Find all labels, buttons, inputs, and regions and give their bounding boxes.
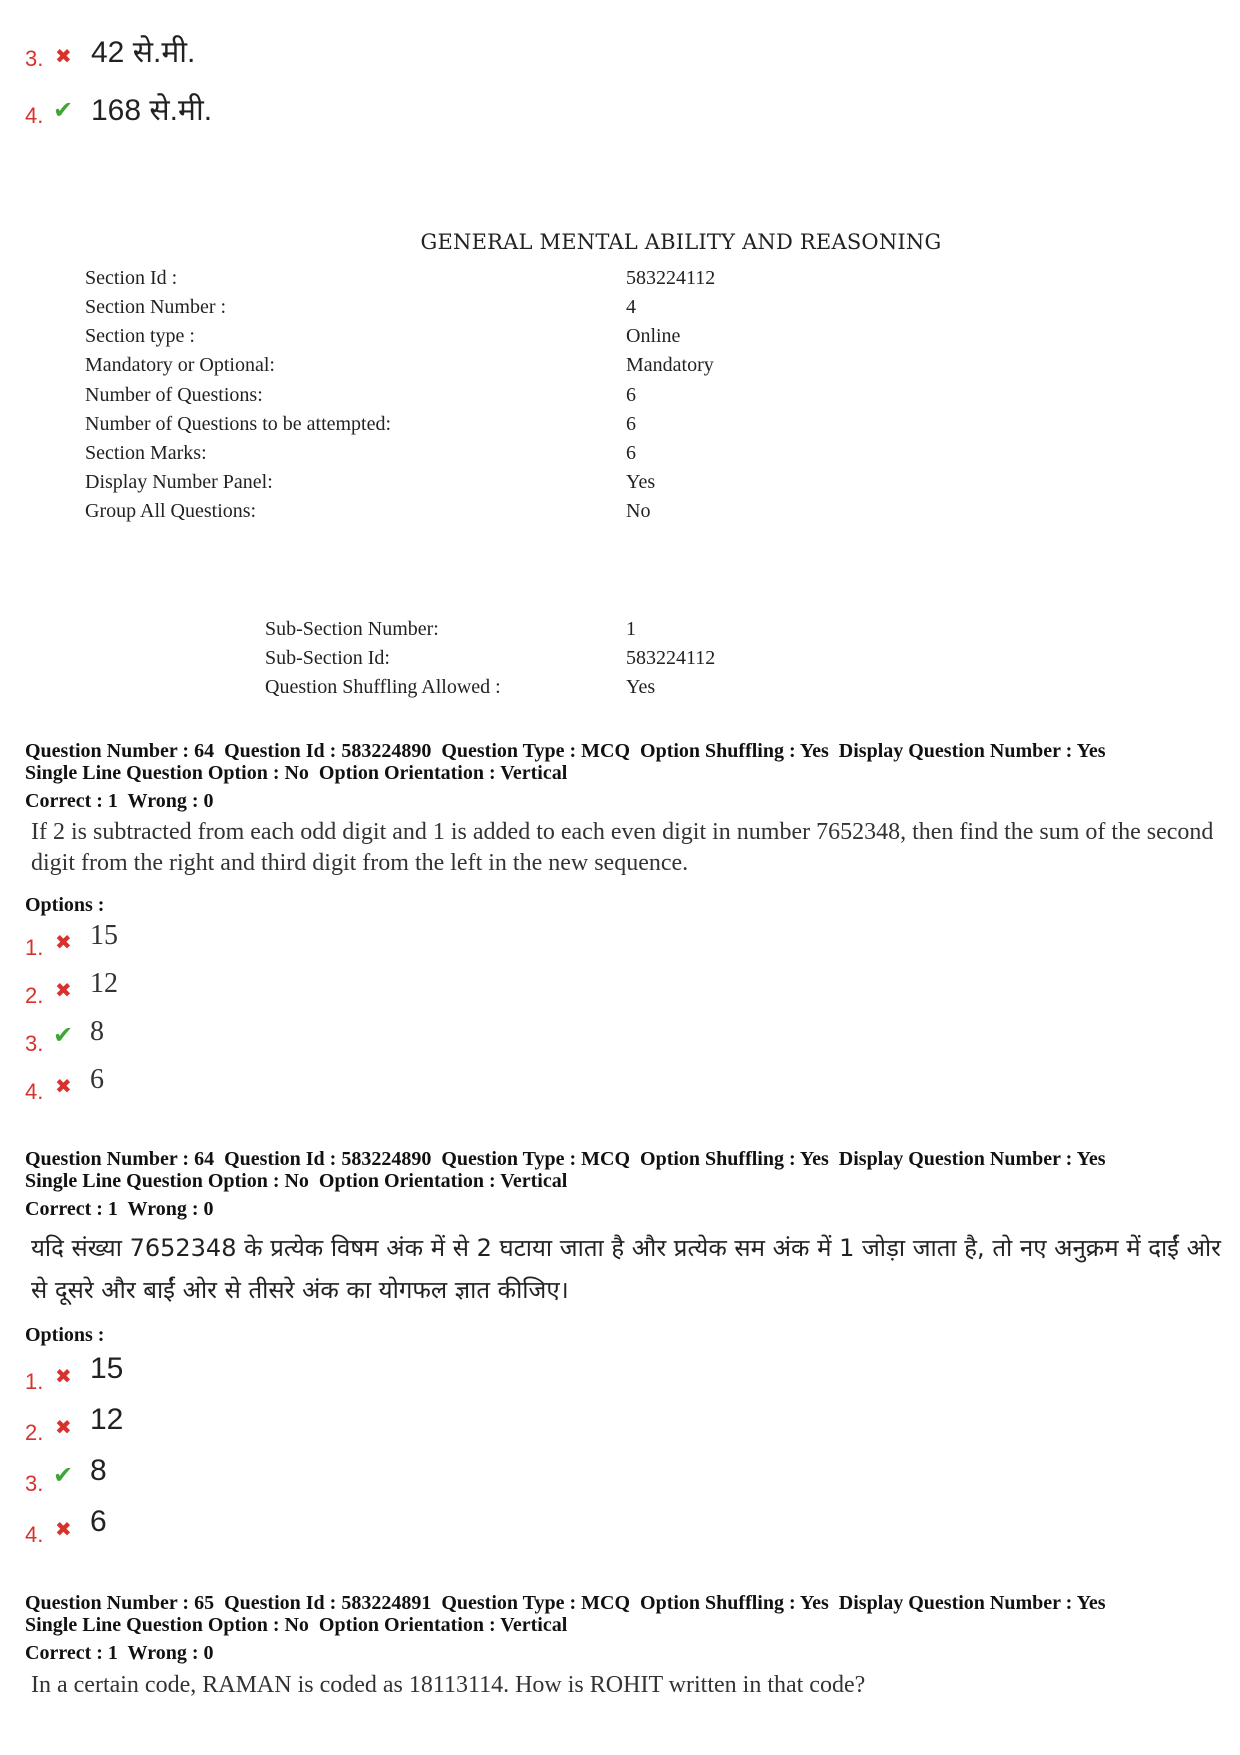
- option-text: 168 से.मी.: [91, 94, 213, 127]
- section-value: Mandatory: [626, 354, 714, 376]
- section-value: No: [626, 500, 651, 522]
- question-header-line2: Single Line Question Option : No Option Orientation : Vertical: [25, 1614, 568, 1636]
- option-number: 3.: [25, 1471, 44, 1496]
- section-label: Group All Questions:: [85, 500, 257, 522]
- section-label: Section Marks:: [85, 442, 207, 464]
- section-value: 6: [626, 442, 636, 464]
- question-header: Question Number : 64 Question Id : 583224890 Question Type : MCQ Option Shuffling : Yes Display Question Number : Yes: [25, 740, 1106, 762]
- option-text: 8: [90, 1016, 104, 1047]
- section-label: Section type :: [85, 325, 195, 347]
- section-value: 583224112: [626, 267, 716, 289]
- question-header-line2: Single Line Question Option : No Option Orientation : Vertical: [25, 762, 568, 784]
- option-text: 12: [90, 1403, 124, 1436]
- question-marks: Correct : 1 Wrong : 0: [25, 790, 214, 812]
- options-label: Options :: [25, 894, 105, 916]
- option-text: 15: [90, 920, 118, 951]
- option-text: 8: [90, 1454, 107, 1487]
- check-icon: ✔: [53, 96, 74, 124]
- question-marks: Correct : 1 Wrong : 0: [25, 1642, 214, 1664]
- section-value: Yes: [626, 471, 656, 493]
- section-label: Number of Questions to be attempted:: [85, 413, 392, 435]
- option-number: 2.: [25, 1420, 44, 1445]
- subsection-value: 583224112: [626, 647, 716, 669]
- section-label: Display Number Panel:: [85, 471, 273, 493]
- option-number: 4.: [25, 1522, 44, 1547]
- section-value: 6: [626, 413, 636, 435]
- option-number: 2.: [25, 983, 44, 1008]
- check-icon: ✔: [53, 1021, 74, 1049]
- cross-icon: ✖: [55, 1415, 72, 1439]
- option-text: 12: [90, 968, 118, 999]
- question-text: यदि संख्या 7652348 के प्रत्येक विषम अंक में से 2 घटाया जाता है और प्रत्येक सम अंक में 1 जोड़ा जाता है, तो नए अनुक्रम में दाईं ओर से दूसरे और बाईं ओर से तीसरे अंक का योगफल ज्ञात कीजिए।: [31, 1234, 1221, 1304]
- question-header: Question Number : 65 Question Id : 583224891 Question Type : MCQ Option Shuffling : Yes Display Question Number : Yes: [25, 1592, 1106, 1614]
- question-marks: Correct : 1 Wrong : 0: [25, 1198, 214, 1220]
- cross-icon: ✖: [55, 1364, 72, 1388]
- section-label: Number of Questions:: [85, 384, 263, 406]
- option-number: 3.: [25, 1031, 44, 1056]
- subsection-label: Question Shuffling Allowed :: [265, 676, 501, 698]
- cross-icon: ✖: [55, 44, 72, 68]
- option-number: 4.: [25, 1079, 44, 1104]
- option-text: 15: [90, 1352, 124, 1385]
- subsection-value: Yes: [626, 676, 656, 698]
- section-value: Online: [626, 325, 681, 347]
- question-text: If 2 is subtracted from each odd digit and 1 is added to each even digit in number 7652348, then find the sum of the second digit from the right and third digit from the left in the new sequence.: [31, 819, 1214, 876]
- section-label: Mandatory or Optional:: [85, 354, 275, 376]
- cross-icon: ✖: [55, 930, 72, 954]
- option-number: 3.: [25, 46, 44, 71]
- cross-icon: ✖: [55, 978, 72, 1002]
- option-text: 6: [90, 1064, 104, 1095]
- section-label: Section Id :: [85, 267, 178, 289]
- section-label: Section Number :: [85, 296, 227, 318]
- check-icon: ✔: [53, 1461, 74, 1489]
- question-header: Question Number : 64 Question Id : 583224890 Question Type : MCQ Option Shuffling : Yes Display Question Number : Yes: [25, 1148, 1106, 1170]
- option-number: 4.: [25, 103, 44, 128]
- cross-icon: ✖: [55, 1074, 72, 1098]
- question-header-line2: Single Line Question Option : No Option Orientation : Vertical: [25, 1170, 568, 1192]
- question-text: In a certain code, RAMAN is coded as 18113114. How is ROHIT written in that code?: [31, 1672, 866, 1698]
- options-label: Options :: [25, 1324, 105, 1346]
- option-text: 6: [90, 1505, 107, 1538]
- subsection-label: Sub-Section Number:: [265, 618, 439, 640]
- option-number: 1.: [25, 935, 44, 960]
- subsection-label: Sub-Section Id:: [265, 647, 390, 669]
- option-text: 42 से.मी.: [91, 36, 196, 69]
- option-number: 1.: [25, 1369, 44, 1394]
- subsection-value: 1: [626, 618, 636, 640]
- cross-icon: ✖: [55, 1517, 72, 1541]
- section-value: 6: [626, 384, 636, 406]
- section-title: GENERAL MENTAL ABILITY AND REASONING: [420, 230, 942, 254]
- section-value: 4: [626, 296, 636, 318]
